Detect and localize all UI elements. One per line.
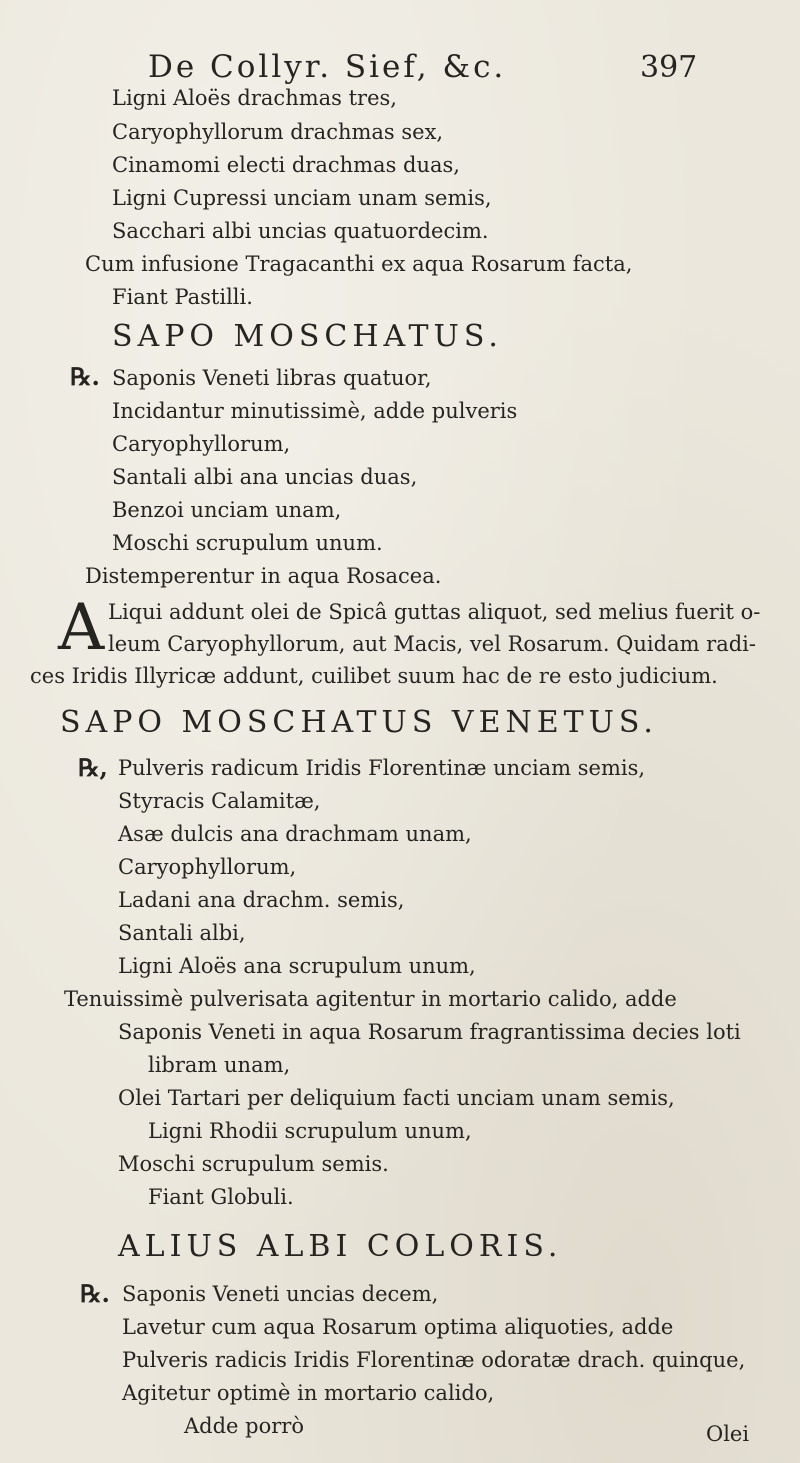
text-line: Incidantur minutissimè, adde pulveris <box>112 399 518 423</box>
text-line: Fiant Pastilli. <box>112 285 253 309</box>
text-line: Santali albi ana uncias duas, <box>112 465 418 489</box>
text-line: Santali albi, <box>118 921 246 945</box>
section-title: ALIUS ALBI COLORIS. <box>118 1229 563 1264</box>
text-line: Pulveris radicum Iridis Florentinæ unciam semis, <box>118 756 646 780</box>
text-line: Styracis Calamitæ, <box>118 789 321 813</box>
section-title: SAPO MOSCHATUS. <box>112 319 503 354</box>
text-line: Caryophyllorum, <box>112 432 291 456</box>
text-line: Saponis Veneti uncias decem, <box>122 1282 439 1306</box>
text-line: Moschi scrupulum semis. <box>118 1152 389 1176</box>
text-line: Cum infusione Tragacanthi ex aqua Rosarum facta, <box>85 252 633 276</box>
text-line: Cinamomi electi drachmas duas, <box>112 153 460 177</box>
text-line: Lavetur cum aqua Rosarum optima aliquoties, adde <box>122 1315 674 1339</box>
text-line: libram unam, <box>148 1053 291 1077</box>
text-line: Ligni Aloës ana scrupulum unum, <box>118 954 476 978</box>
running-title: De Collyr. Sief, &c. <box>148 49 507 85</box>
text-line: Ligni Aloës drachmas tres, <box>112 86 397 110</box>
section-title: SAPO MOSCHATUS VENETUS. <box>60 705 658 740</box>
recipe-symbol: ℞, <box>78 753 108 782</box>
text-line: Ligni Cupressi unciam unam semis, <box>112 186 492 210</box>
text-line: Ladani ana drachm. semis, <box>118 888 405 912</box>
text-line: Tenuissimè pulverisata agitentur in mortario calido, adde <box>64 987 677 1011</box>
text-line: Fiant Globuli. <box>148 1185 294 1209</box>
drop-cap: A <box>58 591 105 665</box>
text-line: Sacchari albi uncias quatuordecim. <box>112 219 489 243</box>
text-line: Adde porrò <box>184 1414 304 1438</box>
paragraph-line: Liqui addunt olei de Spicâ guttas aliquot, sed melius fuerit o- <box>108 600 761 624</box>
text-line: Caryophyllorum drachmas sex, <box>112 120 444 144</box>
recipe-symbol: ℞. <box>70 362 100 391</box>
text-line: Saponis Veneti libras quatuor, <box>112 366 432 390</box>
text-line: Benzoi unciam unam, <box>112 498 342 522</box>
recipe-symbol: ℞. <box>80 1279 110 1308</box>
text-line: Caryophyllorum, <box>118 855 297 879</box>
text-line: Saponis Veneti in aqua Rosarum fragrantissima decies loti <box>118 1020 741 1044</box>
catchword: Olei <box>706 1422 750 1446</box>
text-line: Asæ dulcis ana drachmam unam, <box>118 822 472 846</box>
paragraph-line: ces Iridis Illyricæ addunt, cuilibet suum hac de re esto judicium. <box>30 664 718 688</box>
text-line: Ligni Rhodii scrupulum unum, <box>148 1119 472 1143</box>
text-line: Moschi scrupulum unum. <box>112 531 383 555</box>
text-line: Pulveris radicis Iridis Florentinæ odoratæ drach. quinque, <box>122 1348 746 1372</box>
text-line: Agitetur optimè in mortario calido, <box>122 1381 495 1405</box>
paragraph-line: leum Caryophyllorum, aut Macis, vel Rosarum. Quidam radi- <box>108 632 756 656</box>
text-line: Distemperentur in aqua Rosacea. <box>85 564 442 588</box>
text-line: Olei Tartari per deliquium facti unciam unam semis, <box>118 1086 675 1110</box>
page-number: 397 <box>640 50 698 85</box>
